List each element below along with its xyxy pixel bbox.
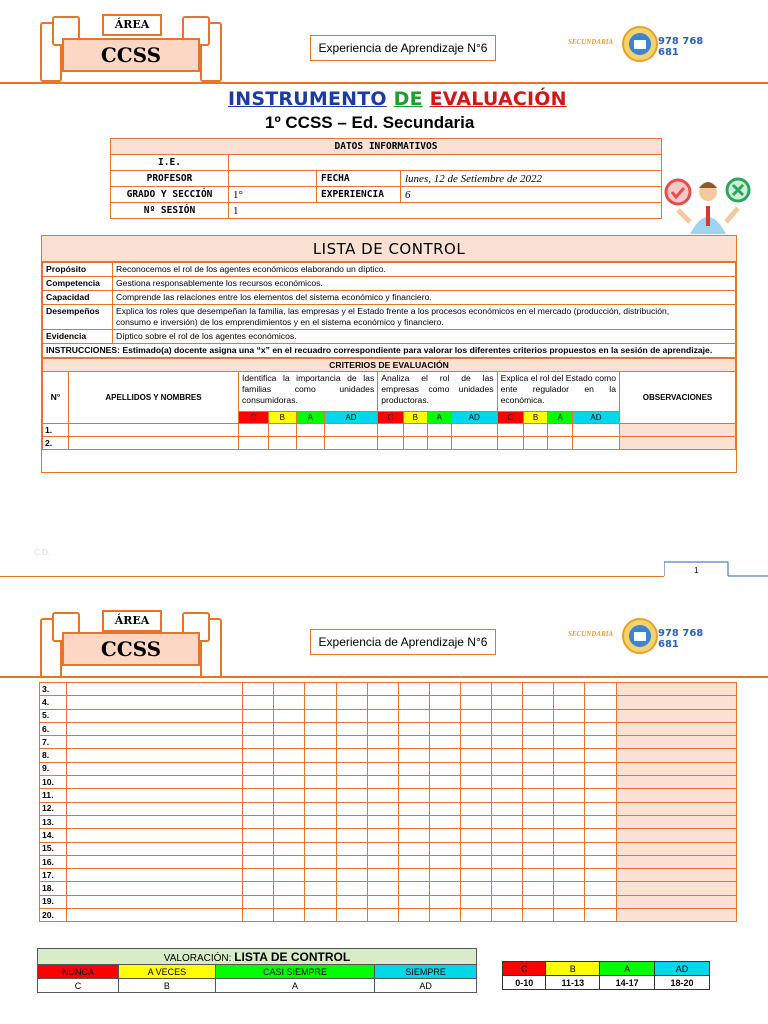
- grado-value[interactable]: 1°: [229, 187, 317, 203]
- row-number: 17.: [40, 869, 67, 882]
- table-row[interactable]: [40, 696, 737, 709]
- row-number: 10.: [40, 776, 67, 789]
- table-row[interactable]: [40, 722, 737, 735]
- logo-phone: 978 768 681: [658, 36, 704, 58]
- rows-table-page2: [39, 682, 737, 922]
- lista-control: LISTA DE CONTROL Propósito Reconocemos el rol de los agentes económicos elaborando un díptico. Competencia Gestiona responsablemente los recursos económicos. Capacidad Comprende las relaciones entre los elementos del sistema económico y financiero. Desempeños Explica los roles que desempeñan la familia, las empresas y el Estado frente a los procesos económicos en el mercado (producción, distribución, consumo e inversión) de los emprendimientos y en el sistema económico y financiero. Evidencia Díptico sobre el rol de los agentes económicos. INSTRUCCIONES: Estimado(a) docente asigna una “x” en el recuadro correspondiente para valorar los diferentes criterios propuestos en la sesión de aprendizaje. CRITERIOS DE EVALUACIÓN N° APELLIDOS Y NOMBRES Identifica la importancia de las familias como unidades consumidoras. Analiza el rol de las empresas como unidades productoras. Explica el rol del Estado como ente regulador en la económica. OBSERVACIONES C B A AD C B A AD C B A AD 1. 2.: [41, 235, 737, 473]
- table-row[interactable]: [40, 829, 737, 842]
- table-row[interactable]: [40, 895, 737, 908]
- table-row[interactable]: 2.: [43, 437, 736, 450]
- school-logo: [568, 22, 718, 66]
- row-number: 20.: [40, 909, 67, 922]
- escala-table: C B A AD 0-10 11-13 14-17 18-20: [502, 961, 710, 990]
- area-label: ÁREA: [102, 14, 162, 36]
- area-label-page2: ÁREA: [102, 610, 162, 632]
- table-row[interactable]: [40, 776, 737, 789]
- table-row[interactable]: [40, 909, 737, 922]
- lista-title: LISTA DE CONTROL: [42, 236, 736, 262]
- table-row[interactable]: [40, 842, 737, 855]
- desempenos-text: Explica los roles que desempeñan la familia, las empresas y el Estado frente a los procesos económicos en el mercado (producción, distribución, consumo e inversión) de los emprendimientos y en el sistema económico y financiero.: [113, 305, 736, 330]
- row-number: 4.: [40, 696, 67, 709]
- table-row[interactable]: 1.: [43, 424, 736, 437]
- valoracion-heading: VALORACIÓN: LISTA DE CONTROL: [38, 949, 477, 965]
- row-number: 16.: [40, 855, 67, 868]
- datos-informativos: DATOS INFORMATIVOS I.E. PROFESOR FECHA lunes, 12 de Setiembre de 2022 GRADO Y SECCIÓN 1° EXPERIENCIA 6 Nº SESIÓN 1: [110, 138, 662, 219]
- row-number: 7.: [40, 736, 67, 749]
- globe-icon: [620, 24, 660, 64]
- row-number: 3.: [40, 683, 67, 696]
- row-number: 18.: [40, 882, 67, 895]
- row-number: 11.: [40, 789, 67, 802]
- row-number: 15.: [40, 842, 67, 855]
- logo-text: SECUNDARIA: [568, 38, 614, 46]
- row-number: 19.: [40, 895, 67, 908]
- school-logo-page2: SECUNDARIA 978 768 681: [568, 614, 718, 658]
- table-row[interactable]: [40, 815, 737, 828]
- row-number: 6.: [40, 722, 67, 735]
- table-row[interactable]: [40, 869, 737, 882]
- evidencia-text: Díptico sobre el rol de los agentes económicos.: [113, 330, 736, 344]
- row-number: 14.: [40, 829, 67, 842]
- sesion-value[interactable]: 1: [229, 203, 662, 219]
- teacher-illustration: [664, 172, 758, 244]
- profesor-value[interactable]: [229, 171, 317, 187]
- proposito-text: Reconocemos el rol de los agentes económicos elaborando un díptico.: [113, 263, 736, 277]
- experiencia-box: Experiencia de Aprendizaje N°6: [310, 35, 496, 61]
- valoracion-table: VALORACIÓN: LISTA DE CONTROL NUNCA A VECES CASI SIEMPRE SIEMPRE C B A AD: [37, 948, 477, 993]
- table-row[interactable]: [40, 789, 737, 802]
- table-row[interactable]: [40, 749, 737, 762]
- table-row[interactable]: [40, 736, 737, 749]
- page-number: 1: [694, 566, 699, 575]
- table-row[interactable]: [40, 855, 737, 868]
- header-rule: [0, 82, 768, 84]
- table-row[interactable]: [40, 802, 737, 815]
- globe-icon: [620, 616, 660, 656]
- page-subtitle: 1º CCSS – Ed. Secundaria: [265, 113, 475, 132]
- criterios-table: CRITERIOS DE EVALUACIÓN N° APELLIDOS Y NOMBRES Identifica la importancia de las familias como unidades consumidoras. Analiza el rol de las empresas como unidades productoras. Explica el rol del Estado como ente regulador en la económica. OBSERVACIONES C B A AD C B A AD C B A AD 1. 2.: [42, 358, 736, 450]
- footer-rule: [0, 576, 664, 577]
- row-number: 9.: [40, 762, 67, 775]
- area-name: CCSS: [62, 38, 200, 72]
- area-name-page2: CCSS: [62, 632, 200, 666]
- watermark: C.D.: [34, 548, 50, 557]
- table-row[interactable]: [40, 683, 737, 696]
- row-number: 8.: [40, 749, 67, 762]
- competencia-text: Gestiona responsablemente los recursos económicos.: [113, 277, 736, 291]
- capacidad-text: Comprende las relaciones entre los elementos del sistema económico y financiero.: [113, 291, 736, 305]
- table-row[interactable]: [40, 709, 737, 722]
- experiencia-value[interactable]: 6: [401, 187, 662, 203]
- instrucciones: INSTRUCCIONES: Estimado(a) docente asigna una “x” en el recuadro correspondiente para valorar los diferentes criterios propuestos en la sesión de aprendizaje.: [43, 344, 736, 358]
- experiencia-box-page2: Experiencia de Aprendizaje N°6: [310, 629, 496, 655]
- page-title: INSTRUMENTO DE EVALUACIÓN: [228, 88, 567, 110]
- table-row[interactable]: [40, 762, 737, 775]
- table-row[interactable]: [40, 882, 737, 895]
- fecha-value[interactable]: lunes, 12 de Setiembre de 2022: [401, 171, 662, 187]
- row-number: 5.: [40, 709, 67, 722]
- ie-value[interactable]: [229, 155, 662, 171]
- page-tab: [664, 561, 768, 577]
- row-number: 13.: [40, 815, 67, 828]
- header-rule-page2: [0, 676, 768, 678]
- row-number: 12.: [40, 802, 67, 815]
